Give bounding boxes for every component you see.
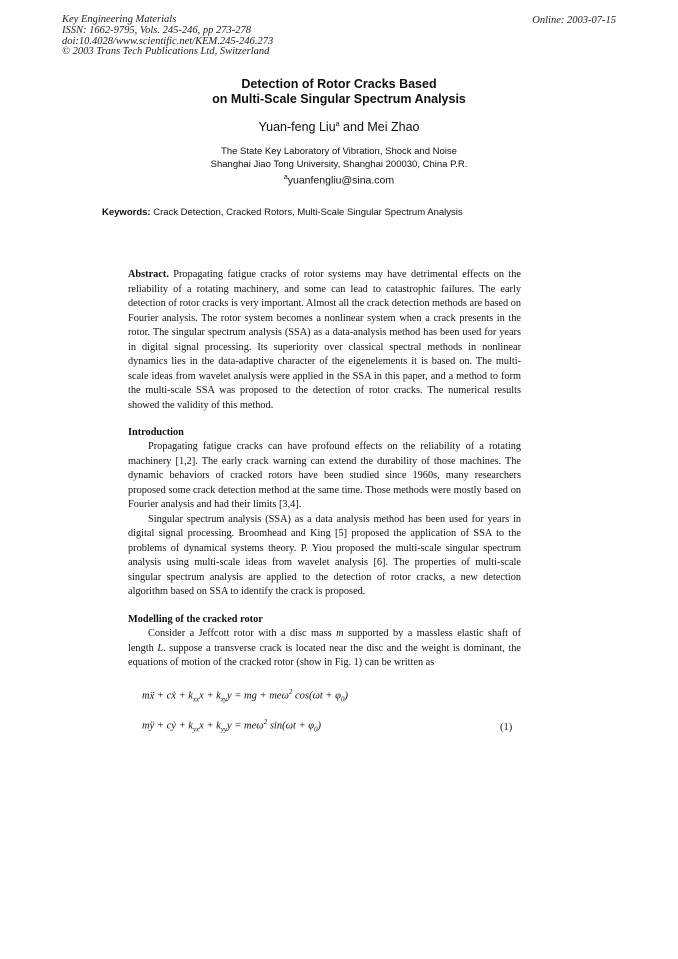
authors xyxy=(0,120,678,134)
keywords xyxy=(102,207,463,218)
affiliation-line-2: Shanghai Jiao Tong University, Shanghai 200030, China P.R. xyxy=(210,158,468,170)
keywords-label: Keywords: xyxy=(102,207,151,218)
modelling-text-a: Consider a Jeffcott rotor with a disc mass xyxy=(148,628,337,639)
author-2: and Mei Zhao xyxy=(339,120,420,134)
journal-name: Key Engineering Materials xyxy=(62,14,177,25)
email-affil-mark: a xyxy=(283,174,288,181)
equation-x: mẍ + cẋ + $k_{xx}x + k_{xy}y$ = mg + meω$^2$ $\cos(\omega t + \varphi_0)$ xyxy=(142,688,348,704)
length-symbol: L xyxy=(157,642,164,654)
online-date: Online: 2003-07-15 xyxy=(532,15,616,26)
affiliation xyxy=(0,146,678,171)
abstract-text: Propagating fatigue cracks of rotor systems may have detrimental effects on the reliability of a rotating machinery, and some can lead to catastrophic failures. The early detection of rotor cracks is very important. Almost all the crack detection methods are based on Fourier analysis. The rotor system becomes a nonlinear system when a crack presents in the rotor. The singular spectrum analysis (SSA) as a data-analysis method has been used for years in digital signal processing. Its superiority over classical spectral methods in nonlinear dynamics lies in the data-adaptive character of the eigenelements it is based on. The multi-scale ideas from wavelet analysis were applied in the SSA in this paper, and a method to form the multi-scale SSA was proposed to the detection of rotor cracks. The numerical results showed the validity of this method. xyxy=(128,269,521,411)
introduction-heading: Introduction xyxy=(128,427,184,438)
author-1-affil-mark: a xyxy=(335,120,340,128)
copyright-line: © 2003 Trans Tech Publications Ltd, Switzerland xyxy=(62,46,270,58)
modelling-paragraph-1 xyxy=(128,627,521,671)
title-line-2: on Multi-Scale Singular Spectrum Analysis xyxy=(212,92,466,106)
introduction-paragraph-2: Singular spectrum analysis (SSA) as a data analysis method has been used for years in digital signal processing. Broomhead and King [5] proposed the application of SSA to the problems of dynamical systems theory. P. Yiou proposed the multi-scale singular spectrum analysis using multi-scale ideas from wavelet analysis [6]. The properties of multi-scale singular spectrum analysis are applied to the detection of rotor cracks, a new detection algorithm based on SSA to identify the crack is proposed. xyxy=(128,513,521,597)
abstract-label: Abstract. xyxy=(128,269,169,280)
email-address[interactable]: yuanfengliu@sina.com xyxy=(287,174,395,187)
abstract xyxy=(128,268,521,413)
modelling-text-c: . suppose a transverse crack is located near the disc and the weight is dominant, the equations of motion of the cracked rotor (show in Fig. 1) can be written as xyxy=(128,642,521,668)
introduction-paragraph-1: Propagating fatigue cracks can have profound effects on the reliability of a rotating machinery [1,2]. The early crack warning can extend the durability of those machines. The dynamic behaviors of cracked rotors have been studied since 1960s, many researchers proposed some crack detection method at the same time. Those methods were mostly based on Fourier analysis and had their limits [3,4]. xyxy=(128,441,521,510)
title-line-1: Detection of Rotor Cracks Based xyxy=(241,77,437,91)
affiliation-line-1: The State Key Laboratory of Vibration, Shock and Noise xyxy=(221,146,457,157)
modelling-text-b: supported by a massless elastic shaft of length xyxy=(128,628,522,654)
introduction-section xyxy=(128,440,521,600)
issn-line: ISSN: 1662-9795, Vols. 245-246, pp 273-278 xyxy=(62,24,251,36)
equation-y: mÿ + cẏ + $k_{yx}x + k_{yy}y = me\omega^2$ $\sin(\omega t + \varphi_0)$ xyxy=(142,718,322,734)
email xyxy=(0,174,678,187)
keywords-list: Crack Detection, Cracked Rotors, Multi-Scale Singular Spectrum Analysis xyxy=(150,207,463,218)
mass-symbol: m xyxy=(336,628,344,639)
modelling-heading: Modelling of the cracked rotor xyxy=(128,614,263,625)
paper-title xyxy=(0,77,678,107)
equation-number: (1) xyxy=(500,722,513,733)
running-header xyxy=(62,15,273,58)
author-1: Yuan-feng Liu xyxy=(258,120,336,134)
modelling-section xyxy=(128,627,521,671)
doi-line[interactable]: doi:10.4028/www.scientific.net/KEM.245-246.273 xyxy=(62,35,274,47)
